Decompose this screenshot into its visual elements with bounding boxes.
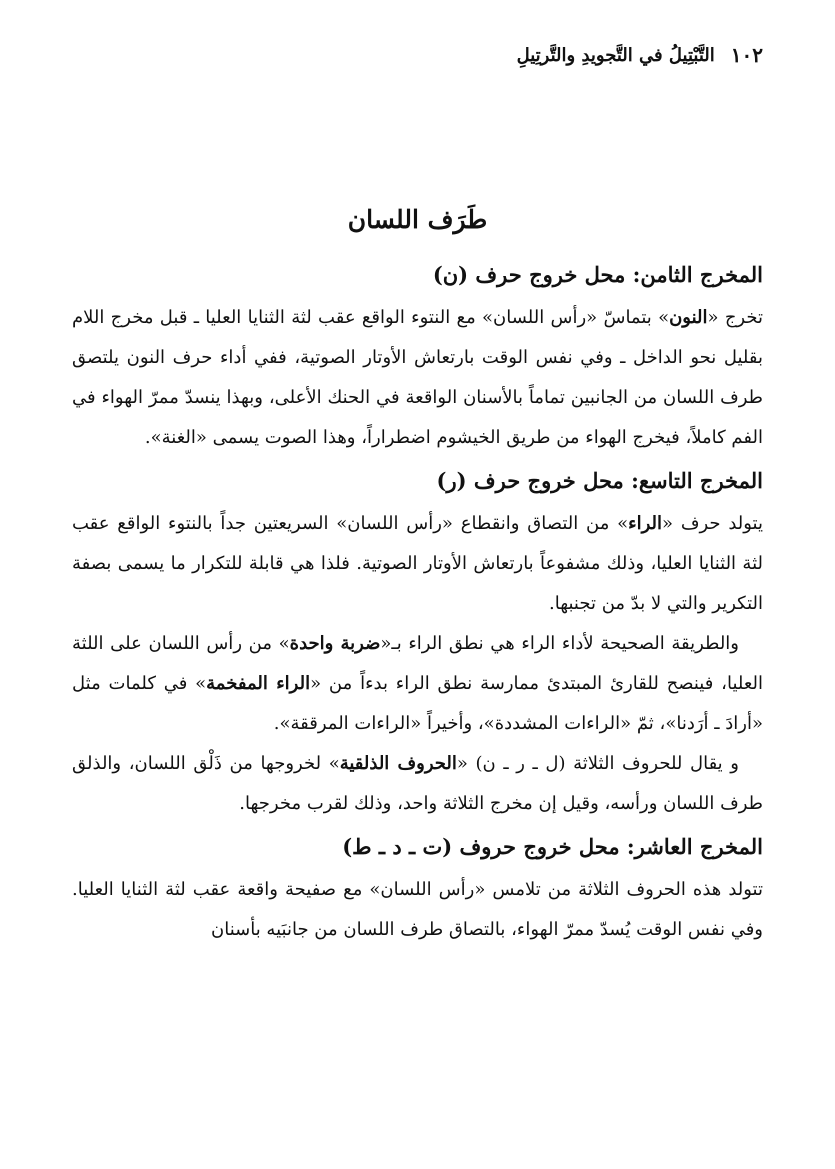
page-body [72,252,763,950]
makhraj-10-paragraph: تتولد هذه الحروف الثلاثة من تلامس «رأس اللسان» مع صفيحة واقعة عقب لثة الثنايا العليا. وفي نفس الوقت يُسدّ ممرّ الهواء، بالتصاق طرف اللسان من جانبَيه بأسنان [72,879,763,940]
makhraj-9-paragraph-1: يتولد حرف «الراء» من التصاق وانقطاع «رأس اللسان» السريعتين جداً بالنتوء الواقع عقب لثة الثنايا العليا، وذلك مشفوعاً بارتعاش الأوتار الصوتية. فلذا هي قابلة للتكرار ما يسمى بصفة التكرير والتي لا بدّ من تجنبها. [72,513,763,614]
makhraj-8-heading: المخرج الثامن: محل خروج حرف (ن) [432,262,763,287]
makhraj-8-paragraph: تخرج «النون» بتماسّ «رأس اللسان» مع النتوء الواقع عقب لثة الثنايا العليا ـ قبل مخرج اللام بقليل نحو الداخل ـ وفي نفس الوقت بارتعاش الأوتار الصوتية، ففي أداء حرف النون يلتصق طرف اللسان من الجانبين تماماً بالأسنان الواقعة في الحنك الأعلى، وبهذا ينسدّ ممرّ الهواء في الفم كاملاً، فيخرج الهواء من طريق الخيشوم اضطراراً، وهذا الصوت يسمى «الغنة». [72,307,763,448]
running-header [72,38,763,72]
page-number: ١٠٢ [730,43,763,67]
makhraj-9-heading: المخرج التاسع: محل خروج حرف (ر) [436,468,763,493]
section-title: طَرَف اللسان [347,205,488,234]
makhraj-9-paragraph-3: و يقال للحروف الثلاثة (ل ـ ر ـ ن) «الحروف الذلقية» لخروجها من ذَلْق اللسان، والذلق طرف اللسان ورأسه، وقيل إن مخرج الثلاثة واحد، وذلك لقرب مخرجها. [72,753,763,814]
book-title: التَّبْتِيلُ في التَّجويدِ والتَّرتِيلِ [516,44,715,66]
makhraj-10-heading: المخرج العاشر: محل خروج حروف (ت ـ د ـ ط) [342,834,763,859]
makhraj-9-paragraph-2: والطريقة الصحيحة لأداء الراء هي نطق الراء بـ«ضربة واحدة» من رأس اللسان على اللثة العليا، فينصح للقارئ المبتدئ ممارسة نطق الراء بدءاً من «الراء المفخمة» في كلمات مثل «أرادَ ـ أرَدنا»، ثمّ «الراءات المشددة»، وأخيراً «الراءات المرققة». [72,633,764,734]
